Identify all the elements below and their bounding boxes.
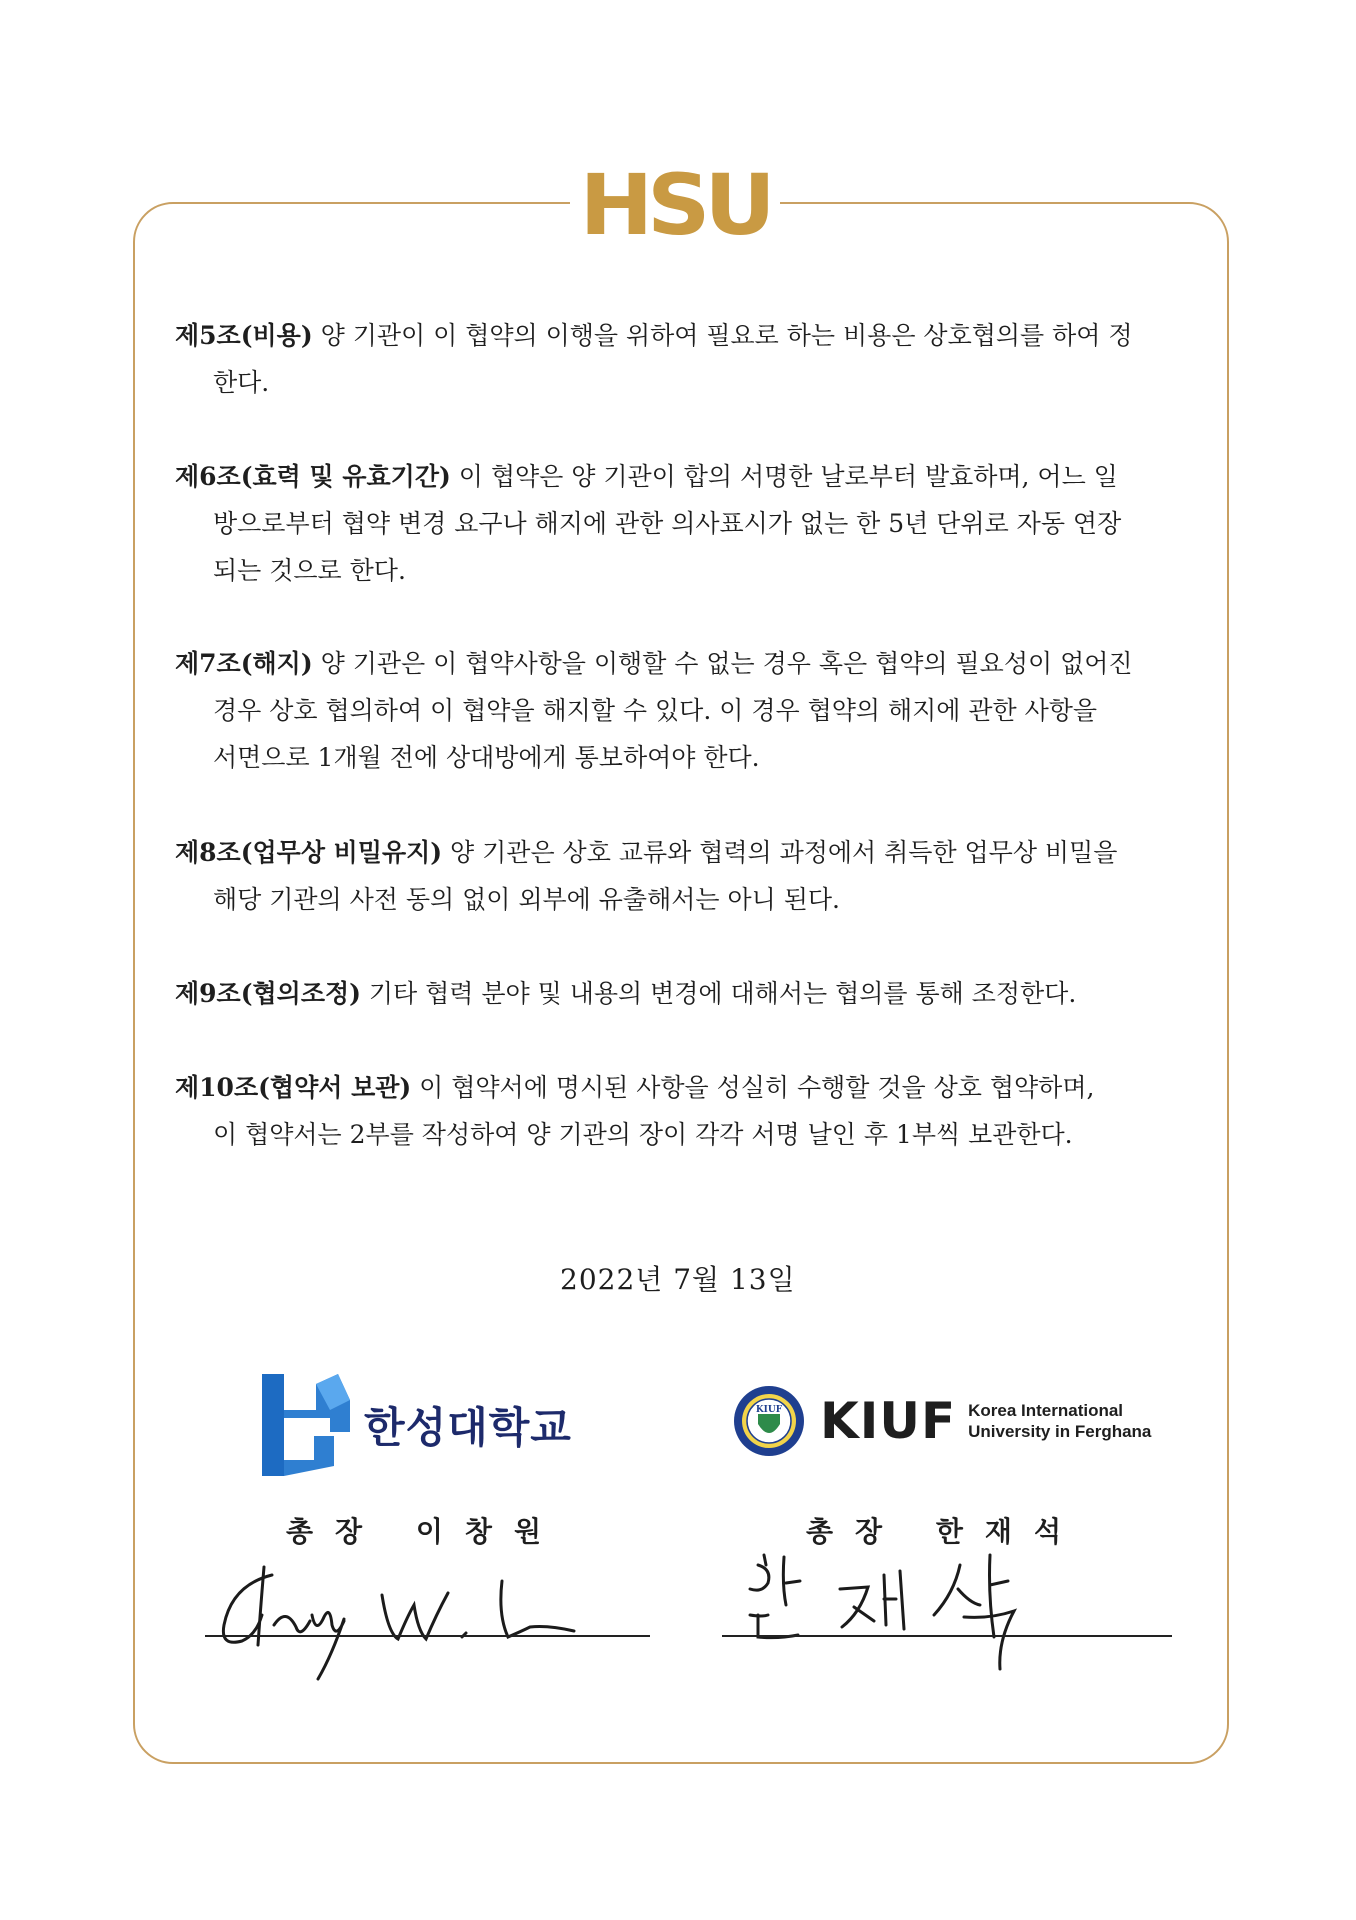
kiuf-subtitle-line-2: University in Ferghana <box>968 1422 1152 1441</box>
article-line: 서면으로 1개월 전에 상대방에게 통보하여야 한다. <box>213 743 760 772</box>
kiuf-seal-icon <box>732 1384 806 1458</box>
article-heading: 제6조(효력 및 유효기간) <box>175 462 451 491</box>
article-7 <box>175 640 1195 781</box>
president-left: 총장 이창원 <box>286 1515 563 1548</box>
kiuf-seal-text: KIUF <box>755 1405 783 1415</box>
article-text: 양 기관은 이 협약사항을 이행할 수 없는 경우 혹은 협약의 필요성이 없어진 <box>312 649 1133 678</box>
article-text: 기타 협력 분야 및 내용의 변경에 대해서는 협의를 통해 조정한다. <box>360 979 1077 1008</box>
article-text: 이 협약서에 명시된 사항을 성실히 수행할 것을 상호 협약하며, <box>411 1073 1095 1102</box>
article-heading: 제9조(협의조정) <box>175 979 361 1008</box>
hansung-name: 한성대학교 <box>364 1403 572 1452</box>
president-right: 총장 한재석 <box>806 1515 1083 1548</box>
article-8 <box>175 829 1195 923</box>
article-line: 경우 상호 협의하여 이 협약을 해지할 수 있다. 이 경우 협약의 해지에 관한 사항을 <box>213 696 1098 725</box>
article-first-line <box>175 1064 1195 1111</box>
article-text: 이 협약은 양 기관이 합의 서명한 날로부터 발효하며, 어느 일 <box>450 462 1118 491</box>
signature-right <box>728 1545 1068 1685</box>
article-line: 되는 것으로 한다. <box>213 556 406 585</box>
article-10 <box>175 1064 1195 1158</box>
article-heading: 제5조(비용) <box>175 321 313 350</box>
signature-left <box>212 1555 592 1685</box>
kiuf-subtitle <box>968 1400 1151 1442</box>
signature-line-right <box>722 1635 1172 1637</box>
hsu-logo <box>570 156 780 254</box>
article-line: 해당 기관의 사전 동의 없이 외부에 유출해서는 아니 된다. <box>213 885 840 914</box>
article-text: 양 기관은 상호 교류와 협력의 과정에서 취득한 업무상 비밀을 <box>442 838 1118 867</box>
article-first-line <box>175 640 1195 687</box>
hansung-logo-icon <box>258 1370 358 1480</box>
signature-line-left <box>205 1635 650 1637</box>
article-first-line <box>175 453 1195 500</box>
article-first-line <box>175 829 1195 876</box>
article-heading: 제7조(해지) <box>175 649 313 678</box>
hansung-logo <box>258 1370 572 1480</box>
article-first-line <box>175 970 1195 1017</box>
article-text: 양 기관이 이 협약의 이행을 위하여 필요로 하는 비용은 상호협의를 하여 정 <box>312 321 1133 350</box>
article-first-line <box>175 312 1195 359</box>
agreement-date: 2022년 7월 13일 <box>560 1263 796 1296</box>
kiuf-name: KIUF <box>820 1392 957 1450</box>
article-heading: 제8조(업무상 비밀유지) <box>175 838 443 867</box>
article-5 <box>175 312 1195 406</box>
kiuf-subtitle-line-1: Korea International <box>968 1401 1124 1420</box>
article-6 <box>175 453 1195 594</box>
article-9 <box>175 970 1195 1017</box>
kiuf-logo <box>732 1384 1151 1458</box>
article-line: 한다. <box>213 368 270 397</box>
hsu-logo-text: HSU <box>579 156 771 254</box>
article-line: 이 협약서는 2부를 작성하여 양 기관의 장이 각각 서명 날인 후 1부씩 보관한다. <box>213 1120 1073 1149</box>
article-heading: 제10조(협약서 보관) <box>175 1073 412 1102</box>
article-line: 방으로부터 협약 변경 요구나 해지에 관한 의사표시가 없는 한 5년 단위로 자동 연장 <box>213 509 1122 538</box>
